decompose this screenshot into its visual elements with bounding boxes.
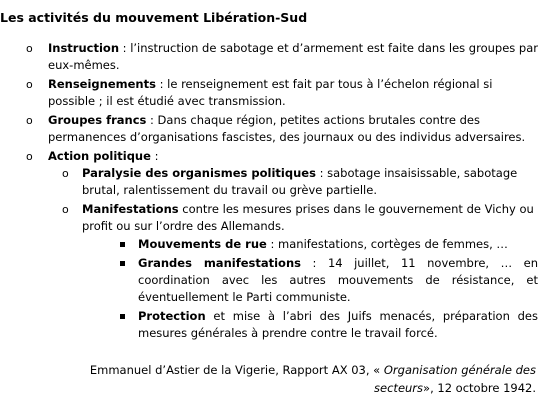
list-item-grandes-manifestations — [118, 255, 538, 306]
manifestations-sublist — [82, 236, 538, 342]
list-item-action-politique — [24, 148, 538, 342]
list-item-renseignements — [24, 76, 538, 110]
circle-bullet-icon: o — [26, 150, 33, 163]
circle-bullet-icon: o — [62, 167, 69, 180]
source-citation — [36, 361, 536, 397]
item-label: Renseignements — [48, 77, 156, 91]
action-politique-sublist — [48, 165, 538, 342]
document-title: Les activités du mouvement Libération-Sud — [0, 10, 308, 25]
square-bullet-icon — [120, 242, 125, 247]
item-label: Paralysie des organismes politiques — [82, 166, 316, 180]
list-item-manifestations — [62, 201, 538, 342]
circle-bullet-icon: o — [62, 203, 69, 216]
circle-bullet-icon: o — [26, 114, 33, 127]
citation-title: Organisation générale des secteurs — [374, 363, 536, 395]
item-label: Grandes manifestations — [138, 256, 301, 270]
item-label: Instruction — [48, 41, 120, 55]
item-label: Protection — [138, 309, 206, 323]
circle-bullet-icon: o — [26, 78, 33, 91]
list-item-paralysie — [62, 165, 538, 199]
citation-date: », 12 octobre 1942. — [423, 381, 536, 395]
item-text: : — [150, 149, 159, 163]
item-text: : le renseignement est fait par tous à l’échelon régional si possible ; il est étudié avec transmission. — [48, 77, 493, 108]
square-bullet-icon — [120, 261, 125, 266]
list-item-mouvements-de-rue — [118, 236, 538, 253]
activities-list — [24, 40, 538, 344]
list-item-groupes-francs — [24, 112, 538, 146]
list-item-protection — [118, 308, 538, 342]
item-label: Action politique — [48, 149, 151, 163]
item-text: contre les mesures prises dans le gouvernement de Vichy ou profit ou sur l’ordre des Allemands. — [82, 202, 534, 233]
item-text: : Dans chaque région, petites actions brutales contre des permanences d’organisations fascistes, des journaux ou des individus adversaires. — [48, 113, 526, 144]
item-label: Groupes francs — [48, 113, 147, 127]
list-item-instruction — [24, 40, 538, 74]
item-text: : 14 juillet, 11 novembre, … en coordination avec les autres mouvements de résistance, et éventuellement le Parti communiste. — [138, 256, 538, 304]
circle-bullet-icon: o — [26, 42, 33, 55]
square-bullet-icon — [120, 314, 125, 319]
item-text: : sabotage insaisissable, sabotage brutal, ralentissement du travail ou grève partielle. — [82, 166, 518, 197]
item-text: et mise à l’abri des Juifs menacés, préparation des mesures générales à prendre contre le travail forcé. — [138, 309, 538, 340]
item-text: : manifestations, cortèges de femmes, … — [266, 237, 508, 251]
citation-text: Emmanuel d’Astier de la Vigerie, Rapport AX 03, « — [89, 363, 384, 377]
item-label: Mouvements de rue — [138, 237, 267, 251]
item-label: Manifestations — [82, 202, 179, 216]
item-text: : l’instruction de sabotage et d’armement est faite dans les groupes par eux-mêmes. — [48, 41, 538, 72]
